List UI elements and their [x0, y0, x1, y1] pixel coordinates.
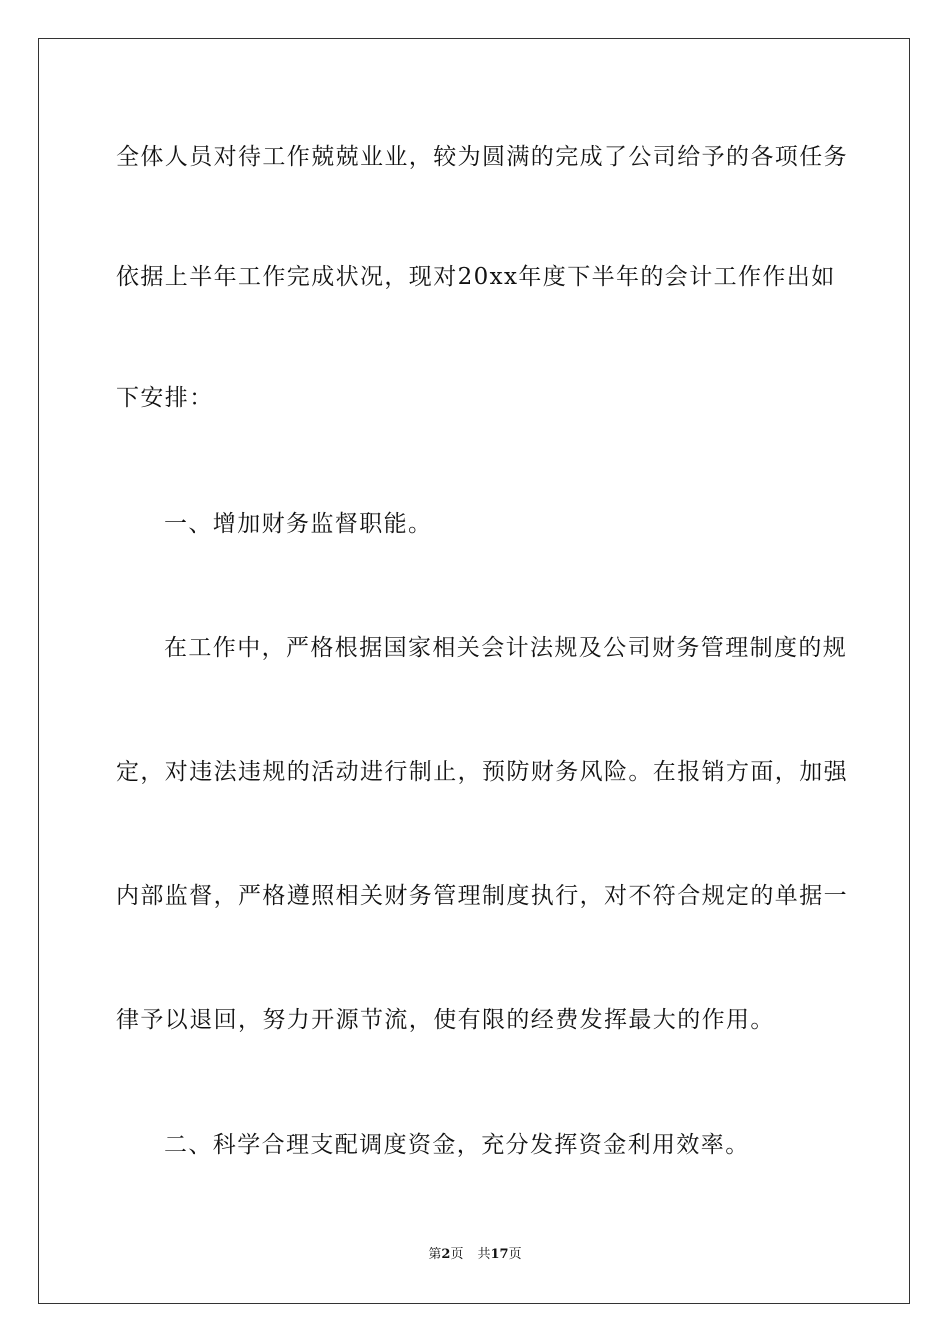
- total-pages: 17: [490, 1247, 509, 1262]
- page-suffix: 页: [450, 1247, 464, 1262]
- total-suffix: 页: [508, 1247, 522, 1262]
- paragraph-line: 律予以退回，努力开源节流，使有限的经费发挥最大的作用。: [116, 1007, 775, 1033]
- page-footer: [0, 1246, 950, 1264]
- total-prefix: 共: [477, 1247, 491, 1262]
- page-number: 2: [441, 1247, 451, 1262]
- page-prefix: 第: [428, 1247, 442, 1262]
- paragraph-line: 下安排：: [116, 385, 214, 411]
- section-heading: 二、科学合理支配调度资金，充分发挥资金利用效率。: [164, 1132, 750, 1158]
- page-border: [38, 38, 910, 1304]
- paragraph-line: 定，对违法违规的活动进行制止，预防财务风险。在报销方面，加强: [116, 759, 848, 785]
- paragraph-line: 依据上半年工作完成状况，现对20xx年度下半年的会计工作作出如: [116, 264, 836, 290]
- paragraph-line: 在工作中，严格根据国家相关会计法规及公司财务管理制度的规: [164, 635, 848, 661]
- paragraph-line: 内部监督，严格遵照相关财务管理制度执行，对不符合规定的单据一: [116, 883, 848, 909]
- section-heading: 一、增加财务监督职能。: [164, 511, 433, 537]
- paragraph-line: 全体人员对待工作兢兢业业，较为圆满的完成了公司给予的各项任务: [116, 144, 848, 170]
